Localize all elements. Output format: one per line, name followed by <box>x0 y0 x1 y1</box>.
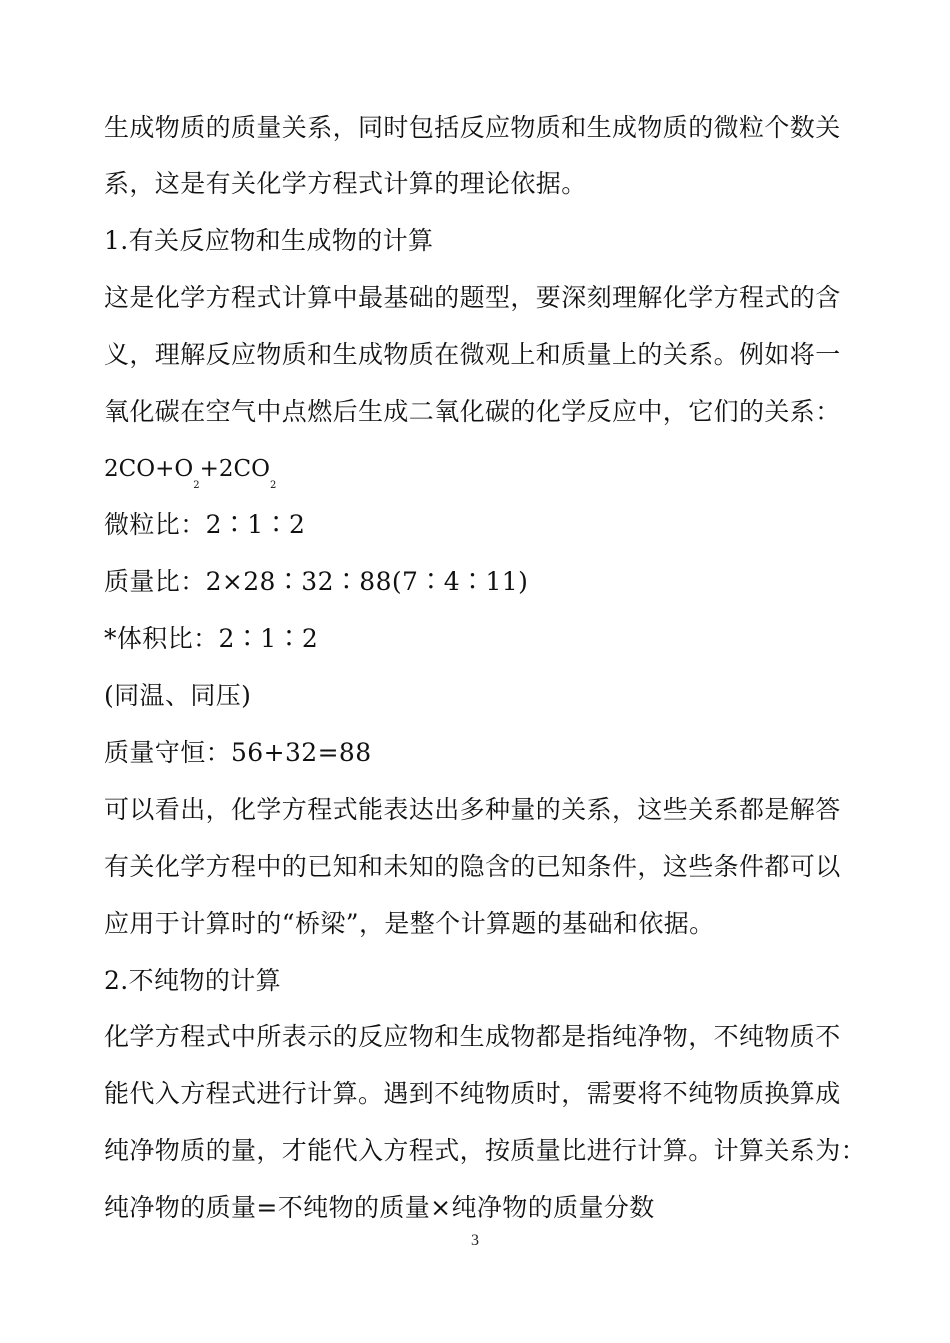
particle-ratio: 微粒比：2∶1∶2 <box>104 510 306 539</box>
equation-part: 2CO+O <box>104 456 194 482</box>
page-number: 3 <box>471 1232 479 1249</box>
paragraph-line: 应用于计算时的“桥梁”，是整个计算题的基础和依据。 <box>104 909 715 938</box>
paragraph-line: 氧化碳在空气中点燃后生成二氧化碳的化学反应中，它们的关系： <box>104 397 841 426</box>
paragraph-line: 义，理解反应物质和生成物质在微观上和质量上的关系。例如将一 <box>104 340 841 369</box>
paragraph-line: 有关化学方程中的已知和未知的隐含的已知条件，这些条件都可以 <box>104 852 841 881</box>
conditions-note: (同温、同压) <box>104 681 252 710</box>
equation-subscript: 2 <box>193 480 200 491</box>
paragraph-line: 可以看出，化学方程式能表达出多种量的关系，这些关系都是解答 <box>104 795 841 824</box>
section-heading-2: 2.不纯物的计算 <box>104 966 282 995</box>
chemical-equation <box>104 453 276 490</box>
paragraph-line: 纯净物的质量=不纯物的质量×纯净物的质量分数 <box>104 1193 655 1222</box>
paragraph-line: 纯净物质的量，才能代入方程式，按质量比进行计算。计算关系为： <box>104 1136 867 1165</box>
mass-ratio: 质量比：2×28∶32∶88(7∶4∶11) <box>104 567 529 596</box>
paragraph-line: 能代入方程式进行计算。遇到不纯物质时，需要将不纯物质换算成 <box>104 1079 841 1108</box>
section-heading-1: 1.有关反应物和生成物的计算 <box>104 226 434 255</box>
equation-part: +2CO <box>199 456 270 482</box>
paragraph-line: 化学方程式中所表示的反应物和生成物都是指纯净物，不纯物质不 <box>104 1022 841 1051</box>
equation-subscript: 2 <box>269 480 277 491</box>
paragraph-line: 生成物质的质量关系，同时包括反应物质和生成物质的微粒个数关 <box>104 113 841 142</box>
paragraph-line: 这是化学方程式计算中最基础的题型，要深刻理解化学方程式的含 <box>104 283 841 312</box>
paragraph-line: 系，这是有关化学方程式计算的理论依据。 <box>104 169 587 198</box>
volume-ratio: *体积比：2∶1∶2 <box>104 624 319 653</box>
mass-conservation: 质量守恒：56+32=88 <box>104 738 372 767</box>
